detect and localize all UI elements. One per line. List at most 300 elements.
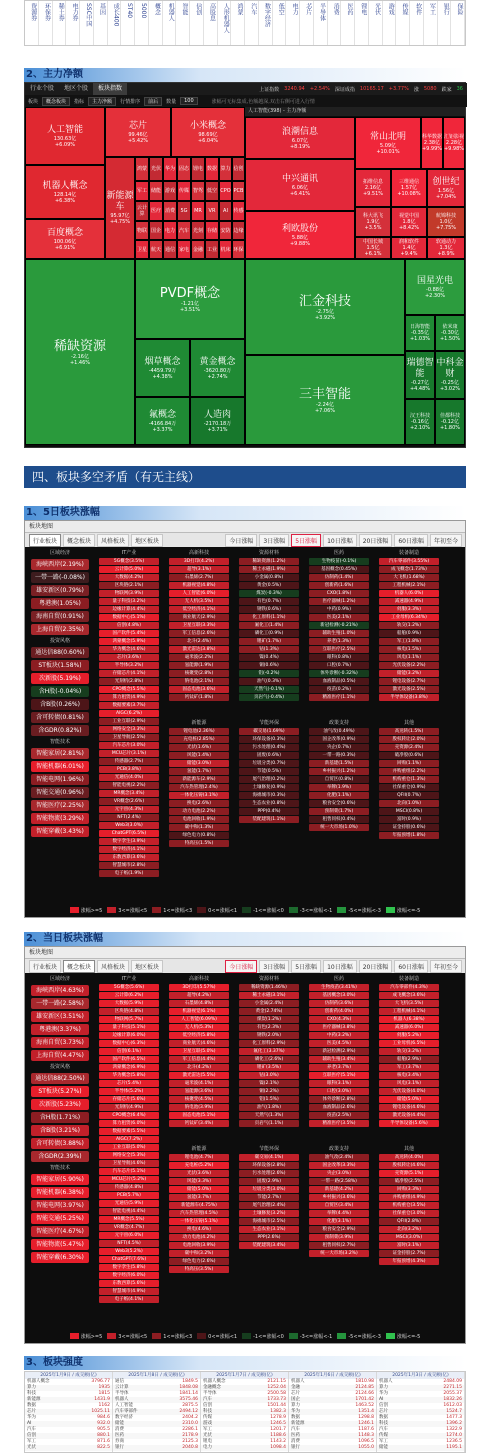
sector-chip[interactable]: 含GDR(2.39%) (31, 1151, 89, 1162)
sector-chip[interactable]: 铝(1.5%) (239, 1096, 299, 1103)
treemap-mini-cell[interactable] (149, 240, 163, 259)
treemap-mini-cell[interactable] (232, 157, 245, 181)
sector-chip[interactable]: 量子科技(3.2%) (99, 598, 159, 605)
sector-chip[interactable]: 低空经济(5.8%) (169, 1032, 229, 1039)
sector-chip[interactable]: 海南自贸(0.91%) (31, 611, 89, 622)
top-strip-item[interactable]: SSC中国 (80, 1, 94, 45)
sector-chip[interactable]: 医疗器械(3.8%) (309, 1024, 369, 1031)
treemap-cell[interactable] (355, 117, 421, 169)
sector-chip[interactable]: 卫星导航(2.5%) (99, 734, 159, 741)
top-strip-item[interactable]: 军工 (424, 1, 438, 45)
sector-chip[interactable]: 氢能(1.7%) (169, 768, 229, 775)
sector-chip[interactable]: 智能家居(5.90%) (31, 1174, 89, 1185)
sector-chip[interactable]: 年报预增(4.3%) (379, 1258, 439, 1265)
sector-chip[interactable]: 尾气治理(0.2%) (239, 776, 299, 783)
sector-chip[interactable]: 黄金(0.5%) (239, 582, 299, 589)
treemap-mini-cell[interactable] (219, 157, 232, 181)
sector-chip[interactable]: 新基建(4.2%) (309, 1186, 369, 1193)
sector-chip[interactable]: 乡村振兴(3.6%) (309, 1194, 369, 1201)
treemap-cell[interactable] (443, 117, 465, 169)
sector-chip[interactable]: 物联网(5.7%) (99, 1016, 159, 1023)
sector-chip[interactable]: 预制菜(1.7%) (309, 808, 369, 815)
top-strip-item[interactable]: 资源券 (25, 1, 39, 45)
sector-chip[interactable]: 煤炭(1.2%) (239, 1016, 299, 1023)
sector-chip[interactable]: 新能源车(2.9%) (169, 776, 229, 783)
sector-chip[interactable]: 装配建筑(3.4%) (239, 1242, 299, 1249)
treemap-cell[interactable] (435, 315, 465, 351)
treemap-cell[interactable] (355, 237, 391, 259)
sector-chip[interactable]: 国企改革(3.3%) (309, 1162, 369, 1169)
sector-chip[interactable]: 血液制品(0.5%) (309, 678, 369, 685)
sector-chip[interactable]: 锂电池(4.7%) (169, 1154, 229, 1161)
sector-chip[interactable]: 激光雷达(5.5%) (169, 1072, 229, 1079)
sector-chip[interactable]: 无人机(5.3%) (169, 1024, 229, 1031)
sector-chip[interactable]: 粤港澳(3.37%) (31, 1024, 89, 1035)
sector-chip[interactable]: 网络安全(5.3%) (99, 1152, 159, 1159)
sector-chip[interactable]: 光伏设备(2.2%) (379, 662, 439, 669)
sector-chip[interactable]: 智慧城市(2.8%) (99, 862, 159, 869)
top-strip-item[interactable]: 锂电 (355, 1, 369, 45)
top-strip-item[interactable]: 医药 (341, 1, 355, 45)
sector-chip[interactable]: 锂矿(1.7%) (239, 638, 299, 645)
sector-chip[interactable]: CPO概念(6.4%) (99, 1112, 159, 1119)
treemap-cell[interactable] (135, 259, 245, 339)
sector-chip[interactable]: 光刻机(4.9%) (99, 1104, 159, 1111)
sector-chip[interactable]: 一带一路(2.58%) (309, 1178, 369, 1185)
sector-chip[interactable]: 土壤修复(3.2%) (239, 1210, 299, 1217)
sector-chip[interactable]: 一带一路(0.3%) (309, 752, 369, 759)
sector-chip[interactable]: 新基建(1.5%) (309, 760, 369, 767)
sector-chip[interactable]: 自贸区(0.8%) (309, 776, 369, 783)
sector-chip[interactable]: 汽车芯片(3.0%) (99, 742, 159, 749)
sector-chip[interactable]: 光通信(4.0%) (99, 774, 159, 781)
sector-chip[interactable]: 汽车热管理(2.4%) (169, 784, 229, 791)
sector-chip[interactable]: 血液制品(2.6%) (309, 1104, 369, 1111)
sector-chip[interactable]: 智能电网(3.97%) (31, 1200, 89, 1211)
sector-chip[interactable]: 毫米波(4.1%) (169, 1080, 229, 1087)
sector-chip[interactable]: 创新药(4.0%) (309, 1008, 369, 1015)
sector-chip[interactable]: 破净股(0.6%) (379, 752, 439, 759)
treemap-cell[interactable] (435, 399, 465, 445)
sector-chip[interactable]: 环保设备(2.8%) (239, 1162, 299, 1169)
sector-chip[interactable]: 富时(3.1%) (379, 1242, 439, 1249)
sector-chip[interactable]: 超导(3.1%) (169, 566, 229, 573)
sector-chip[interactable]: 生物疫苗(-0.1%) (309, 558, 369, 565)
sector-chip[interactable]: 机构重仓(1.3%) (379, 776, 439, 783)
sector-chip[interactable]: 换电(4.6%) (169, 1226, 229, 1233)
sector-chip[interactable]: 氢能源(1.9%) (169, 662, 229, 669)
sector-chip[interactable]: 镍(2.1%) (239, 1080, 299, 1087)
sector-chip[interactable]: CPO概念(5.5%) (99, 686, 159, 693)
sector-chip[interactable]: 工业互联(5.0%) (99, 1144, 159, 1151)
sector-chip[interactable]: 铜(2.2%) (239, 1088, 299, 1095)
sector-chip[interactable]: 磷化工(0.9%) (239, 630, 299, 637)
sector-chip[interactable]: 化肥(1.1%) (309, 792, 369, 799)
sector-chip[interactable]: 国产软件(6.5%) (99, 1056, 159, 1063)
sector-chip[interactable]: 海绵城市(0.3%) (239, 792, 299, 799)
treemap-mini-cell[interactable] (135, 181, 149, 201)
sector-chip[interactable]: 传感器(4.8%) (99, 1184, 159, 1191)
sector-chip[interactable]: 铝(-0.2%) (239, 670, 299, 677)
sector-chip[interactable]: 特高压(3.5%) (169, 1266, 229, 1273)
board-select[interactable]: 概念板块 (42, 97, 70, 106)
sector-chip[interactable]: 核聚变(2.8%) (169, 670, 229, 677)
treemap-cell[interactable] (245, 355, 405, 445)
sector-chip[interactable]: 网络安全(3.3%) (99, 726, 159, 733)
top-strip-item[interactable]: 电力 (286, 1, 300, 45)
sector-chip[interactable]: 化工原料(1.1%) (239, 614, 299, 621)
sector-chip[interactable]: 数字孪生(3.9%) (99, 838, 159, 845)
top-strip-item[interactable]: 5000 (135, 1, 149, 45)
sector-chip[interactable]: 光刻机(2.8%) (99, 678, 159, 685)
sector-chip[interactable]: 通达信88(2.50%) (31, 1073, 89, 1084)
sector-chip[interactable]: 仿制药(3.6%) (309, 1000, 369, 1007)
sector-chip[interactable]: 锂矿(3.5%) (239, 1064, 299, 1071)
sector-chip[interactable]: 工程机械(4.1%) (379, 1008, 439, 1015)
sector-chip[interactable]: 换电(2.6%) (169, 800, 229, 807)
sector-chip[interactable]: 央企(0.7%) (309, 744, 369, 751)
sector-chip[interactable]: 锂电设备(2.7%) (379, 678, 439, 685)
sort-select[interactable]: 前后 (144, 97, 162, 106)
top-strip-item[interactable]: ST40 (121, 1, 135, 45)
sector-chip[interactable]: 商业航天(4.6%) (169, 1040, 229, 1047)
sector-chip[interactable]: 养老(1.3%) (309, 638, 369, 645)
sector-chip[interactable]: 元宇宙(4.3%) (99, 806, 159, 813)
sector-chip[interactable]: 土壤修复(0.9%) (239, 784, 299, 791)
sector-chip[interactable]: 固态电池(5.1%) (169, 1112, 229, 1119)
sector-chip[interactable]: 大数据(5.9%) (99, 1000, 159, 1007)
sector-chip[interactable]: 区块链(2.1%) (99, 582, 159, 589)
sector-chip[interactable]: 海峡西岸(2.19%) (31, 559, 89, 570)
treemap-mini-cell[interactable] (177, 201, 191, 221)
sector-chip[interactable]: 风能(3.3%) (169, 1178, 229, 1185)
sector-chip[interactable]: 一带一路(2.58%) (31, 998, 89, 1009)
sector-chip[interactable]: 轨交(1.2%) (379, 622, 439, 629)
sector-chip[interactable]: 机器视觉(6.1%) (169, 1008, 229, 1015)
sector-chip[interactable]: 含B股(3.21%) (31, 1125, 89, 1136)
treemap-mini-cell[interactable] (232, 201, 245, 221)
sector-chip[interactable]: 存储芯片(4.1%) (99, 670, 159, 677)
sector-chip[interactable]: 天然气(-0.1%) (239, 686, 299, 693)
sector-chip[interactable]: 社保重仓(3.0%) (379, 1210, 439, 1217)
heatmap-tab[interactable]: 行业板块 (29, 960, 61, 973)
treemap-mini-cell[interactable] (149, 181, 163, 201)
sector-chip[interactable]: 电池回收(1.9%) (169, 816, 229, 823)
top-strip-item[interactable]: 数字经济 (259, 1, 273, 45)
sector-chip[interactable]: CXO(1.8%) (309, 590, 369, 597)
sector-chip[interactable]: 风电(1.1%) (379, 654, 439, 661)
sector-chip[interactable]: 新能源车(4.75%) (169, 1202, 229, 1209)
sector-chip[interactable]: 垃圾分类(3.0%) (239, 1186, 299, 1193)
sector-chip[interactable]: PPP(0.4%) (239, 808, 299, 815)
sector-chip[interactable]: 汽车零部件(3.55%) (379, 558, 439, 565)
sector-chip[interactable]: 装配建筑(1.1%) (239, 816, 299, 823)
sector-chip[interactable]: 创新药(1.6%) (309, 582, 369, 589)
sector-chip[interactable]: AIGC(7.2%) (99, 1136, 159, 1143)
sector-chip[interactable]: 汽车芯片(5.1%) (99, 1168, 159, 1175)
top-strip-item[interactable]: 光伏 (369, 1, 383, 45)
sector-chip[interactable]: 数据要素(3.7%) (99, 702, 159, 709)
treemap-mini-cell[interactable] (135, 240, 149, 259)
treemap-cell[interactable] (245, 117, 355, 159)
sector-chip[interactable]: 并购重组(4.9%) (379, 1194, 439, 1201)
treemap-mini-cell[interactable] (163, 181, 177, 201)
metric-select[interactable]: 主力净额 (88, 97, 116, 106)
sector-chip[interactable]: 无人机(3.5%) (169, 598, 229, 605)
sector-chip[interactable]: 机器人(6.38%) (379, 1016, 439, 1023)
sector-chip[interactable]: 租售同权(2.7%) (309, 1242, 369, 1249)
treemap-cell[interactable] (245, 159, 355, 211)
treemap-mini-cell[interactable] (219, 221, 232, 240)
treemap-mini-cell[interactable] (232, 221, 245, 240)
heatmap-period-tab[interactable]: 今日涨幅 (225, 534, 257, 547)
treemap-mini-cell[interactable] (205, 240, 219, 259)
sector-chip[interactable]: 固废(2.9%) (239, 1178, 299, 1185)
sector-chip[interactable]: VR概念(2.6%) (99, 798, 159, 805)
treemap-cell[interactable] (405, 399, 435, 445)
heatmap-period-tab[interactable]: 60日涨幅 (394, 960, 428, 973)
sector-chip[interactable]: 绿色电力(2.6%) (169, 1258, 229, 1265)
treemap-cell[interactable] (25, 165, 105, 219)
sector-chip[interactable]: 华为概念(4.6%) (99, 646, 159, 653)
sector-chip[interactable]: 机构重仓(3.5%) (379, 1202, 439, 1209)
sector-chip[interactable]: 辅助生殖(1.0%) (309, 630, 369, 637)
treemap-cell[interactable] (25, 259, 135, 445)
sector-chip[interactable]: 卫星互联(5.0%) (169, 1048, 229, 1055)
treemap-cell[interactable] (391, 237, 427, 259)
sector-chip[interactable]: 生物疫苗(3.41%) (309, 984, 369, 991)
sector-chip[interactable]: 含H股(-0.04%) (31, 686, 89, 697)
sector-chip[interactable]: 光伏(3.6%) (169, 1170, 229, 1177)
top-strip-item[interactable]: 芯片 (300, 1, 314, 45)
sector-chip[interactable]: 垃圾分类(0.7%) (239, 760, 299, 767)
sector-chip[interactable]: 回购(3.3%) (379, 1186, 439, 1193)
treemap-cell[interactable] (135, 397, 190, 445)
top-strip-item[interactable]: 成长400 (108, 1, 122, 45)
sector-chip[interactable]: 污水处理(2.6%) (239, 1170, 299, 1177)
sector-chip[interactable]: 轨交(3.2%) (379, 1048, 439, 1055)
sector-chip[interactable]: 铜(0.6%) (239, 662, 299, 669)
treemap-cell[interactable] (25, 219, 105, 259)
top-strip-item[interactable]: 基因 (94, 1, 108, 45)
sector-chip[interactable]: 汽车热管理(4.5%) (169, 1210, 229, 1217)
treemap-mini-cell[interactable] (135, 157, 149, 181)
treemap-mini-cell[interactable] (177, 157, 191, 181)
sector-chip[interactable]: 钠电池(3.9%) (169, 1104, 229, 1111)
treemap-mini-cell[interactable] (149, 201, 163, 221)
treemap-cell[interactable] (245, 211, 355, 259)
sector-chip[interactable]: 基因概念(3.0%) (309, 992, 369, 999)
sector-chip[interactable]: 锂电池(2.36%) (169, 728, 229, 735)
treemap-cell[interactable] (135, 339, 190, 397)
sector-chip[interactable]: 信创(6.1%) (99, 1048, 159, 1055)
sector-chip[interactable]: 页岩气(-0.4%) (239, 694, 299, 701)
sector-chip[interactable]: 仿制药(1.4%) (309, 574, 369, 581)
heatmap-tab[interactable]: 风格板块 (97, 960, 129, 973)
sector-chip[interactable]: 固态电池(3.6%) (169, 686, 229, 693)
sector-chip[interactable]: 激光雷达(3.8%) (169, 646, 229, 653)
sector-chip[interactable]: MSCI(3.0%) (379, 1234, 439, 1241)
heatmap-period-tab[interactable]: 10日涨幅 (323, 960, 357, 973)
sector-chip[interactable]: 华为概念(5.8%) (99, 1072, 159, 1079)
sector-chip[interactable]: 锂电设备(4.6%) (379, 1104, 439, 1111)
sector-chip[interactable]: 智能电视(4.4%) (99, 1208, 159, 1215)
treemap-mini-cell[interactable] (191, 201, 205, 221)
sector-chip[interactable]: NFT(4.5%) (99, 1240, 159, 1247)
treemap-cell[interactable] (427, 169, 465, 207)
sector-chip[interactable]: 统一大市场(3.2%) (309, 1250, 369, 1257)
sector-chip[interactable]: 壳资源(2.4%) (379, 744, 439, 751)
sector-chip[interactable]: 算力租赁(4.9%) (99, 694, 159, 701)
sector-chip[interactable]: 口腔(3.0%) (309, 1088, 369, 1095)
sector-chip[interactable]: 汽车零部件(4.3%) (379, 984, 439, 991)
top-strip-item[interactable]: 机器人 (163, 1, 177, 45)
sector-chip[interactable]: 减速器(4.9%) (379, 598, 439, 605)
sector-chip[interactable]: 智能机器(6.01%) (31, 761, 89, 772)
sector-chip[interactable]: 智能家居(2.81%) (31, 748, 89, 759)
sector-chip[interactable]: 毫米波(2.2%) (169, 654, 229, 661)
sector-chip[interactable]: 碳中和(3.2%) (169, 1250, 229, 1257)
top-strip-item[interactable]: 传媒 (396, 1, 410, 45)
sector-chip[interactable]: 并购重组(2.2%) (379, 768, 439, 775)
heatmap-period-tab[interactable]: 3日涨幅 (259, 534, 289, 547)
sector-chip[interactable]: 尾气治理(2.4%) (239, 1202, 299, 1209)
sector-chip[interactable]: 油气(0.3%) (239, 678, 299, 685)
heatmap-period-tab[interactable]: 5日涨幅 (291, 960, 321, 973)
top-strip-item[interactable]: 软件 (410, 1, 424, 45)
sector-chip[interactable]: 互联医疗(5.1%) (309, 1072, 369, 1079)
sector-chip[interactable]: 节能(0.5%) (239, 768, 299, 775)
sector-chip[interactable]: 智能医疗(2.25%) (31, 800, 89, 811)
treemap-mini-cell[interactable] (177, 240, 191, 259)
treemap-mini-cell[interactable] (205, 157, 219, 181)
sector-chip[interactable]: 动力电池(4.2%) (169, 1234, 229, 1241)
sector-chip[interactable]: 钙钛矿(3.4%) (169, 1120, 229, 1127)
heatmap-period-tab[interactable]: 3日涨幅 (259, 960, 289, 973)
sector-chip[interactable]: 机器人(6.0%) (379, 590, 439, 597)
sector-chip[interactable]: 边缘计算(6.0%) (99, 1032, 159, 1039)
treemap-cell[interactable] (190, 397, 245, 445)
sector-chip[interactable]: 统一大市场(1.0%) (309, 824, 369, 831)
sector-chip[interactable]: 成飞概念(3.6%) (379, 992, 439, 999)
sector-chip[interactable]: 动力电池(2.2%) (169, 808, 229, 815)
sector-chip[interactable]: 成飞概念(1.73%) (379, 566, 439, 573)
sector-chip[interactable]: 智能交通(0.96%) (31, 787, 89, 798)
treemap-mini-cell[interactable] (205, 181, 219, 201)
sector-chip[interactable]: 氟化工(1.4%) (239, 622, 299, 629)
sector-chip[interactable]: 含可转债(0.81%) (31, 712, 89, 723)
sector-chip[interactable]: 商业航天(2.9%) (169, 614, 229, 621)
sector-chip[interactable]: 北向(1.0%) (379, 800, 439, 807)
sector-chip[interactable]: 高送转(1.5%) (379, 728, 439, 735)
sector-chip[interactable]: PCB(5.7%) (99, 1192, 159, 1199)
sector-chip[interactable]: 云计算(6.2%) (99, 992, 159, 999)
sector-chip[interactable]: 船舶(2.9%) (379, 1056, 439, 1063)
top-strip-item[interactable]: 信创 (190, 1, 204, 45)
treemap-mini-cell[interactable] (163, 240, 177, 259)
sector-chip[interactable]: 眼科(3.1%) (309, 1080, 369, 1087)
panel1-tab[interactable]: 板块指数 (93, 83, 127, 95)
sector-chip[interactable]: 稀土永磁(3.1%) (239, 992, 299, 999)
sector-chip[interactable]: 互联医疗(2.5%) (309, 646, 369, 653)
sector-chip[interactable]: 新冠检测(2.9%) (309, 1048, 369, 1055)
sector-chip[interactable]: 证金持股(2.7%) (379, 1250, 439, 1257)
sector-chip[interactable]: 智能穿戴(3.43%) (31, 826, 89, 837)
sector-chip[interactable]: 小金属(2.4%) (239, 1000, 299, 1007)
strength-row[interactable] (201, 1445, 288, 1451)
sector-chip[interactable]: CXO(4.3%) (309, 1016, 369, 1023)
sector-chip[interactable]: 储能(3.0%) (169, 760, 229, 767)
sector-chip[interactable]: 次新股(5.19%) (31, 673, 89, 684)
sector-chip[interactable]: 黄金(2.74%) (239, 1008, 299, 1015)
sector-chip[interactable]: 粮食安全(2.9%) (309, 1226, 369, 1233)
sector-chip[interactable]: 生态农业(0.8%) (239, 800, 299, 807)
sector-chip[interactable]: 智能物流(3.29%) (31, 813, 89, 824)
top-strip-item[interactable]: 电力券 (66, 1, 80, 45)
sector-chip[interactable]: 人工智能(6.09%) (169, 1016, 229, 1023)
sector-chip[interactable]: ST板块(1.58%) (31, 660, 89, 671)
sector-chip[interactable]: 预制菜(3.9%) (309, 1234, 369, 1241)
sector-chip[interactable]: 粮食安全(0.6%) (309, 800, 369, 807)
heatmap-tab[interactable]: 风格板块 (97, 534, 129, 547)
sector-chip[interactable]: 激光设备(2.5%) (379, 686, 439, 693)
heatmap-period-tab[interactable]: 60日涨幅 (394, 534, 428, 547)
sector-chip[interactable]: 北斗(2.4%) (169, 638, 229, 645)
sector-chip[interactable]: 口腔(0.7%) (309, 662, 369, 669)
sector-chip[interactable]: 碳中和(1.3%) (169, 824, 229, 831)
heatmap-tab[interactable]: 地区板块 (131, 534, 163, 547)
sector-chip[interactable]: 核电(1.5%) (379, 646, 439, 653)
sector-chip[interactable]: QFII(2.8%) (379, 1218, 439, 1225)
treemap-mini-cell[interactable] (163, 157, 177, 181)
treemap-cell[interactable] (421, 117, 443, 169)
sector-chip[interactable]: 钙钛矿(1.8%) (169, 694, 229, 701)
heatmap-period-tab[interactable]: 年初至今 (430, 534, 462, 547)
sector-chip[interactable]: 鸿蒙概念(5.9%) (99, 638, 159, 645)
sector-chip[interactable]: 雄安新区(0.79%) (31, 585, 89, 596)
treemap-mini-cell[interactable] (149, 157, 163, 181)
panel1-tab[interactable]: 地区个股 (64, 85, 89, 92)
sector-chip[interactable]: 军工(1.8%) (379, 638, 439, 645)
sector-chip[interactable]: 有色(0.7%) (239, 598, 299, 605)
sector-chip[interactable]: 数字经济(6.0%) (99, 1272, 159, 1279)
sector-chip[interactable]: VR概念(4.7%) (99, 1224, 159, 1231)
sector-chip[interactable]: 氢能源(3.6%) (169, 1088, 229, 1095)
heatmap-period-tab[interactable]: 年初至今 (430, 960, 462, 973)
sector-chip[interactable]: 精准医疗(1.1%) (309, 694, 369, 701)
sector-chip[interactable]: 碳交易(1.69%) (239, 728, 299, 735)
sector-chip[interactable]: 北斗(4.2%) (169, 1064, 229, 1071)
treemap-cell[interactable] (427, 207, 465, 237)
sector-chip[interactable]: 次新股(5.23%) (31, 1099, 89, 1110)
treemap-mini-cell[interactable] (149, 221, 163, 240)
sector-chip[interactable]: 租售同权(0.4%) (309, 816, 369, 823)
sector-chip[interactable]: QFII(0.7%) (379, 792, 439, 799)
sector-chip[interactable]: 半导体设备(5.6%) (379, 1120, 439, 1127)
sector-chip[interactable]: 钴(1.3%) (239, 646, 299, 653)
sector-chip[interactable]: 量子科技(5.1%) (99, 1024, 159, 1031)
sector-chip[interactable]: 激光设备(4.4%) (379, 1112, 439, 1119)
sector-chip[interactable]: 5G概念(3.5%) (99, 558, 159, 565)
sector-chip[interactable]: 页岩气(1.1%) (239, 1120, 299, 1127)
sector-chip[interactable]: 智能交通(5.25%) (31, 1213, 89, 1224)
sector-chip[interactable]: 智能电网(1.96%) (31, 774, 89, 785)
sector-chip[interactable]: 半导体(5.2%) (99, 1088, 159, 1095)
sector-chip[interactable]: 疫苗(0.2%) (309, 686, 369, 693)
sector-chip[interactable]: 工业母机(6.34%) (379, 614, 439, 621)
sector-chip[interactable]: 电池回收(3.9%) (169, 1242, 229, 1249)
sector-chip[interactable]: 算力租赁(6.0%) (99, 1120, 159, 1127)
